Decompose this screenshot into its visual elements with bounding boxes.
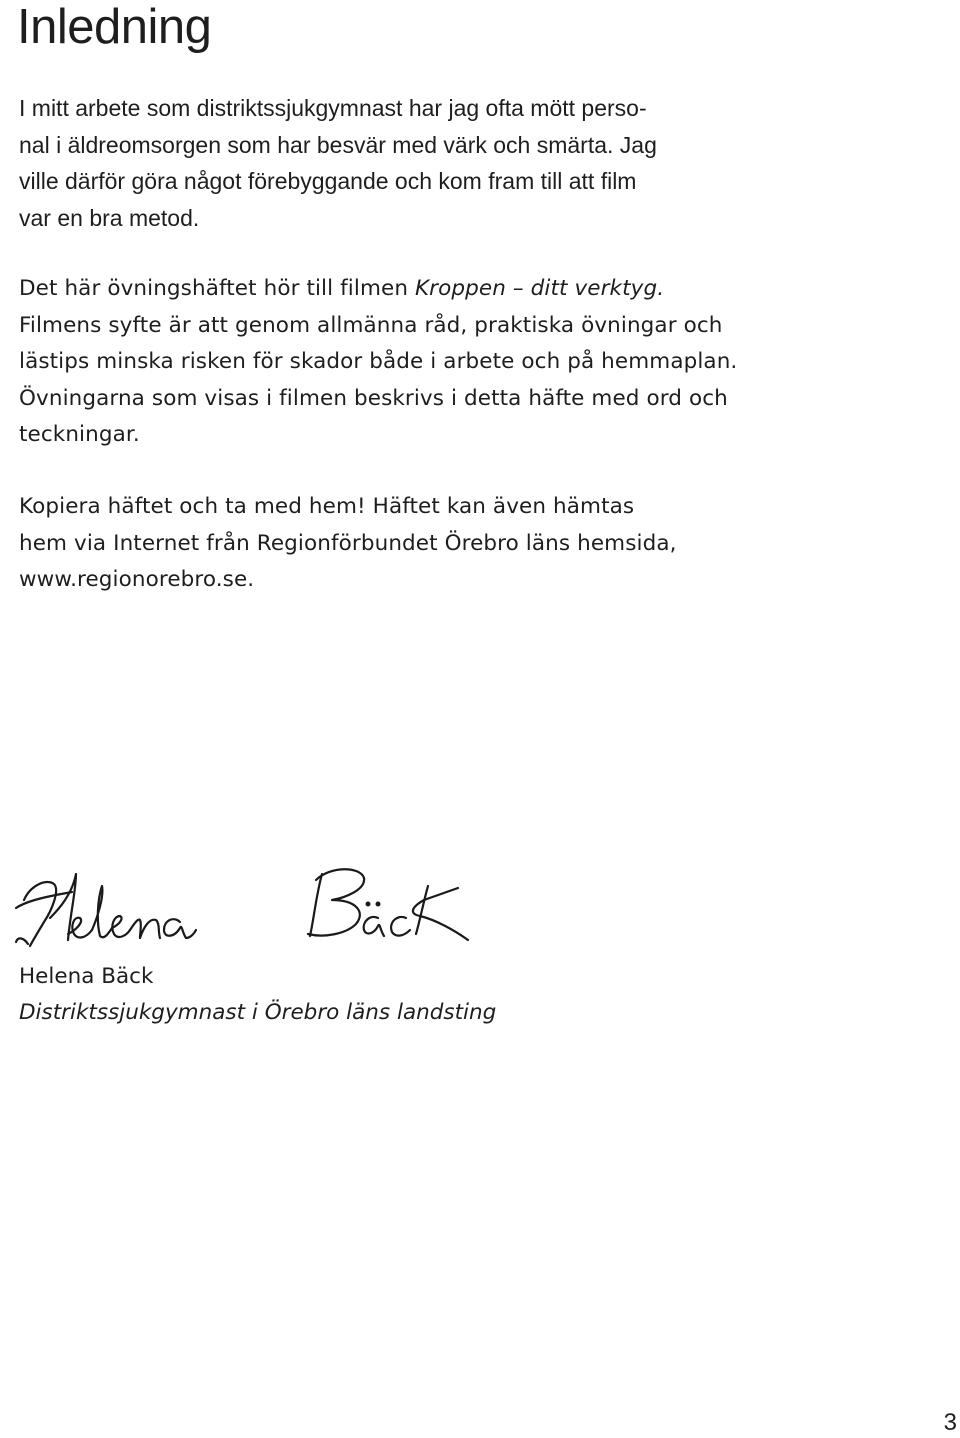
purpose-line: lästips minska risken för skador både i arbete och på hemmaplan.: [19, 349, 738, 374]
purpose-line: [19, 271, 739, 308]
page-title: Inledning: [17, 0, 212, 54]
film-title: Kroppen – ditt verktyg.: [414, 276, 665, 301]
website-link[interactable]: www.regionorebro.se.: [19, 567, 255, 592]
intro-line: ville därför göra något förebyggande och kom fram till att film: [19, 168, 637, 194]
page-number: 3: [943, 1409, 957, 1436]
purpose-line: teckningar.: [19, 422, 140, 447]
handwritten-signature: [10, 860, 480, 955]
signer-role: Distriktssjukgymnast i Örebro läns landsting: [19, 1000, 497, 1025]
purpose-paragraph: [19, 271, 739, 454]
purpose-line: Filmens syfte är att genom allmänna råd, praktiska övningar och: [19, 312, 723, 338]
intro-line: nal i äldreomsorgen som har besvär med värk och smärta. Jag: [19, 131, 657, 158]
intro-paragraph: [19, 90, 739, 236]
signer-name: Helena Bäck: [19, 964, 154, 989]
intro-line: var en bra metod.: [19, 204, 200, 231]
purpose-line: Övningarna som visas i filmen beskrivs i detta häfte med ord och: [19, 385, 728, 411]
intro-line: I mitt arbete som distriktssjukgymnast har jag ofta mött perso-: [19, 95, 647, 121]
copy-note-line: Kopiera häftet och ta med hem! Häftet kan även hämtas: [19, 494, 635, 519]
copy-note-paragraph: [19, 489, 739, 599]
copy-note-line: hem via Internet från Regionförbundet Örebro läns hemsida,: [19, 530, 677, 556]
purpose-line-prefix: Det här övningshäftet hör till filmen: [19, 276, 415, 301]
